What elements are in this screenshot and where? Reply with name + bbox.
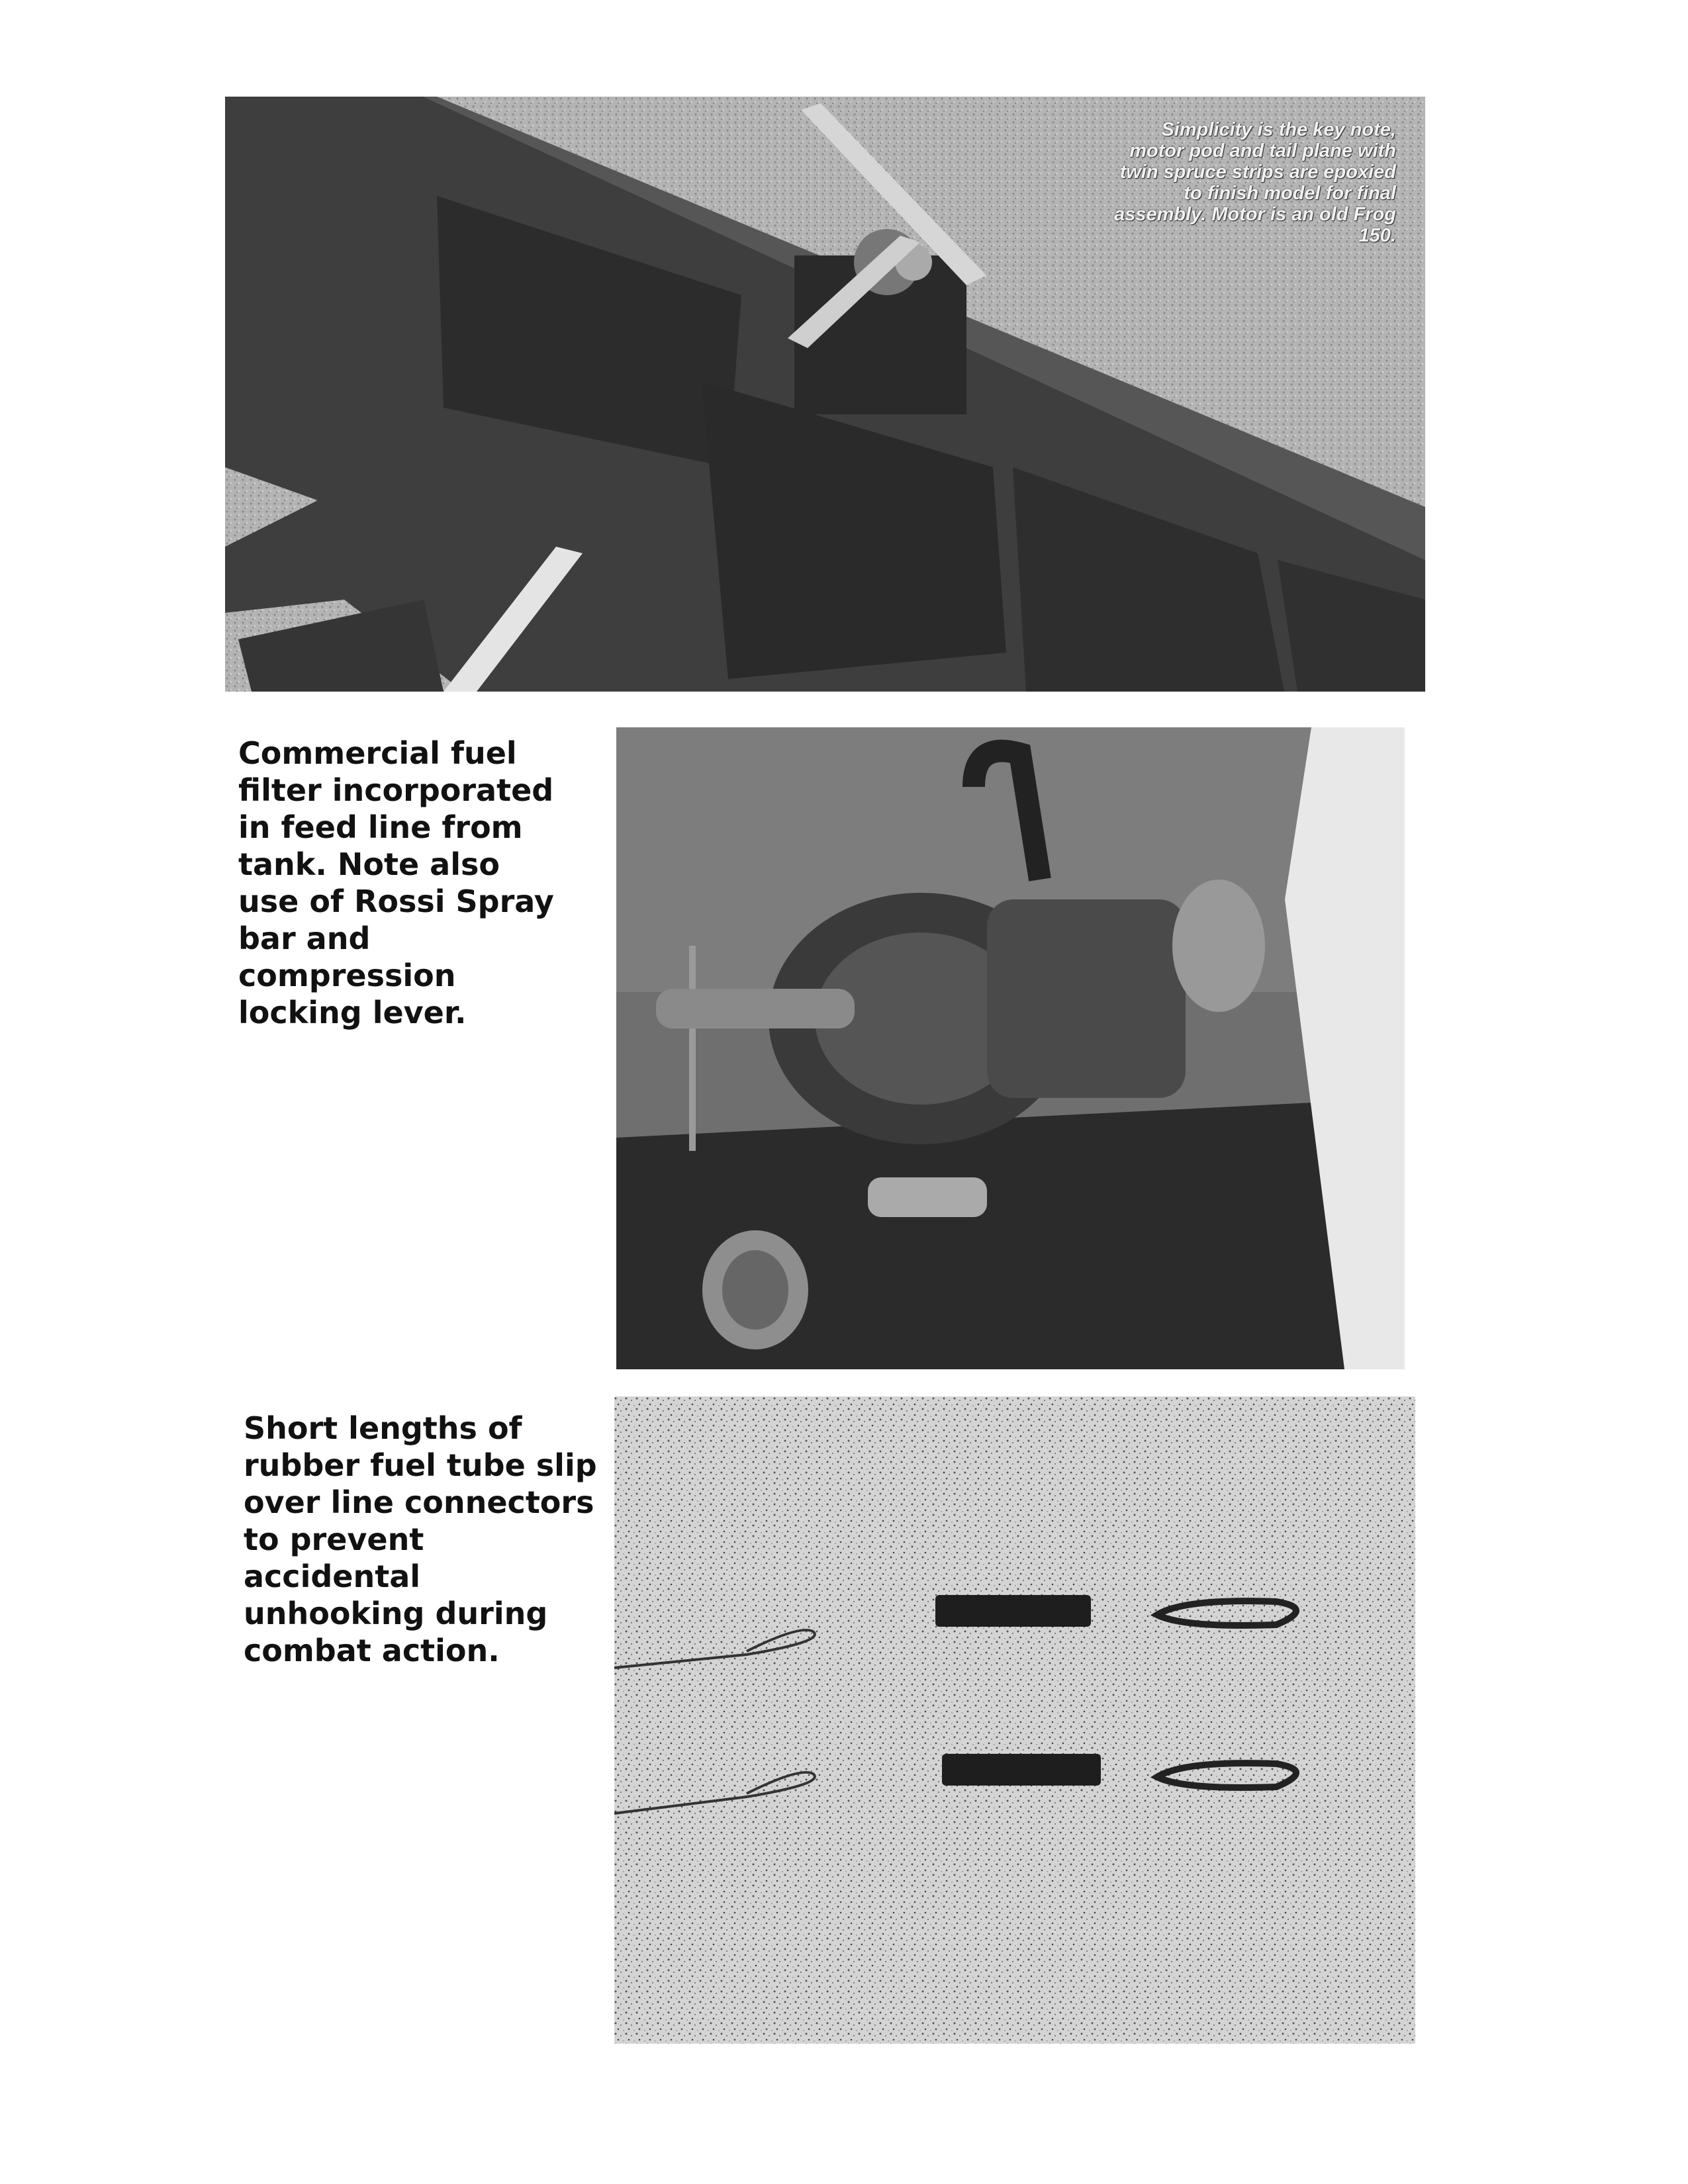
engine-closeup-image (616, 727, 1405, 1369)
wing-motor-caption: Simplicity is the key note, motor pod and tail plane with twin spruce strips are epoxied to finish model for final assembly. Motor is an old Frog 150. (1114, 119, 1396, 246)
wing-motor-photo (225, 97, 1425, 692)
engine-closeup-caption: Commercial fuel filter incorporated in feed line from tank. Note also use of Rossi Spray bar and compression locking lever. (238, 735, 554, 1030)
engine-closeup-photo (616, 727, 1405, 1369)
line-connectors-caption: Short lengths of rubber fuel tube slip over line connectors to prevent accidental unhooking during combat action. (244, 1410, 597, 1668)
line-connectors-photo (614, 1396, 1415, 2044)
line-connectors-image (614, 1396, 1415, 2044)
